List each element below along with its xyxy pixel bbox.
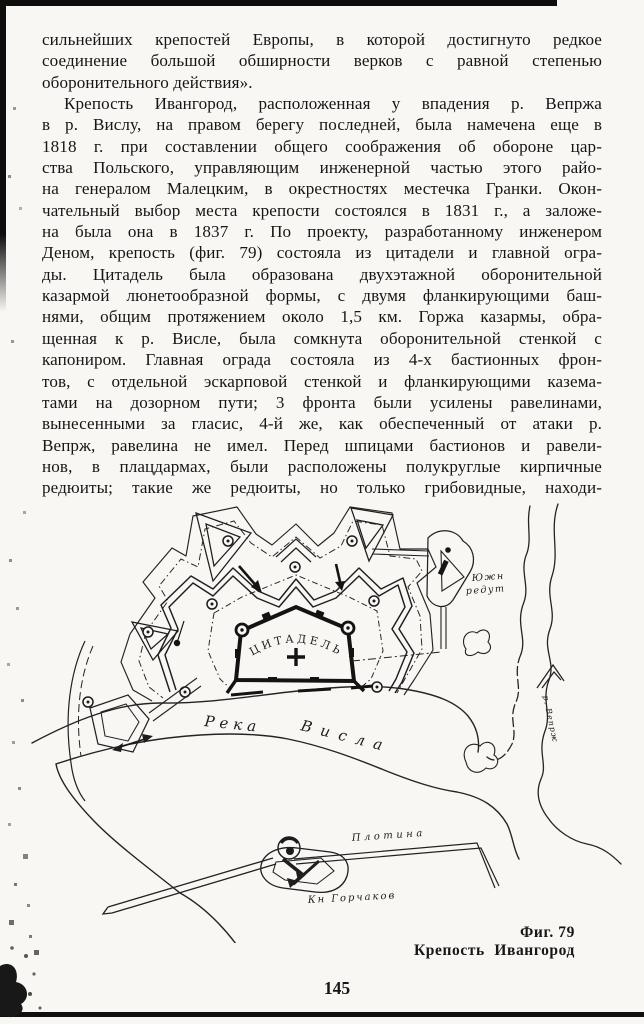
text-line: щенная к р. Висле, была сомкнута оборонительной стенкой с bbox=[42, 328, 602, 348]
scan-edge-top bbox=[0, 0, 557, 6]
fortress-map bbox=[25, 498, 625, 943]
east-chevron-work bbox=[537, 665, 564, 688]
scan-edge-bottom bbox=[0, 1012, 644, 1017]
text-line: чательный выбор места крепости состоялся в 1831 г., а заложе- bbox=[42, 200, 602, 220]
text-line: Деном, крепость (фиг. 79) состояла из цитадели и главной огра- bbox=[42, 243, 602, 263]
citadel-cross-icon bbox=[287, 648, 305, 666]
text-line: казармой люнетообразной формы, с двумя фланкирующими баш- bbox=[42, 286, 602, 306]
south-redoubt-label-2: редут bbox=[465, 583, 506, 597]
dam-label: Плотина bbox=[351, 827, 427, 844]
river-wieprz-label: р. Вепрж bbox=[541, 694, 560, 744]
ravelin-north-center bbox=[276, 539, 316, 562]
text-line: соединение большой обширности верков с равной степенью bbox=[42, 51, 602, 71]
text-line: ды. Цитадель была образована двухэтажной оборонительной bbox=[42, 264, 602, 284]
text-line: тов, с отдельной эскарповой стенкой и фланкирующими казема- bbox=[42, 371, 602, 391]
body-text bbox=[42, 29, 602, 499]
fortress-glacis bbox=[121, 507, 436, 701]
page-number: 145 bbox=[323, 978, 351, 998]
fort-gorchakov bbox=[261, 848, 348, 893]
text-line: нями, общим протяжением около 1,5 км. Горжа казармы, обра- bbox=[42, 307, 602, 327]
figure-caption bbox=[414, 924, 575, 959]
text-line: Крепость Ивангород, расположенная у впадения р. Вепржа bbox=[64, 94, 602, 114]
ravelin-northeast bbox=[351, 508, 393, 561]
fortress-patrol-path bbox=[208, 575, 383, 689]
figure-caption-title: Крепость Ивангород bbox=[413, 941, 575, 959]
river-vistula-label-2: Висла bbox=[299, 716, 394, 757]
scan-speckles bbox=[0, 0, 1, 1]
text-line: Вепрж, равелина не имел. Перед шпицами бастионов и равели- bbox=[42, 435, 602, 455]
river-vistula-banks bbox=[32, 686, 519, 943]
river-flow-arrow bbox=[112, 734, 153, 752]
text-line: на была она в 1837 г. По проекту, разработанному инженером bbox=[42, 222, 602, 242]
text-line: капониром. Главная ограда состояла из 4-х бастионных фрон- bbox=[42, 350, 602, 370]
river-wieprz-banks bbox=[464, 504, 621, 864]
figure-caption-number: Фиг. 79 bbox=[520, 924, 575, 941]
text-line: тами на дозорном пути; 3 фронта были усилены равелинами, bbox=[42, 392, 602, 412]
text-line: в р. Вислу, на правом берегу последней, была намечена еще в bbox=[42, 115, 602, 135]
text-line: редюиты; такие же редюиты, но только грибовидные, находи- bbox=[42, 478, 602, 498]
text-line: вынесенными за гласис, 4-й же, как обеспеченный от атаки р. bbox=[42, 414, 602, 434]
south-redoubt-label-1: Южн bbox=[471, 570, 506, 584]
citadel-label: ЦИТАДЕЛЬ bbox=[247, 632, 346, 659]
dam-lines bbox=[294, 843, 499, 888]
west-outworks bbox=[68, 641, 201, 801]
fort-gorchakov-label: Кн Горчаков bbox=[307, 890, 397, 906]
waterfront-defensive-wall bbox=[231, 686, 373, 695]
text-line: на генералом Малецким, в окрестностях местечка Гранки. Окон- bbox=[42, 179, 602, 199]
causeway bbox=[103, 858, 276, 914]
text-line: 1818 г. при составлении общего соображения об обороне цар- bbox=[42, 136, 602, 156]
text-line: нов, в плацдармах, были расположены полукруглые кирпичные bbox=[42, 456, 602, 476]
fortress-rampart bbox=[158, 568, 414, 693]
text-line: сильнейших крепостей Европы, в которой достигнуто редкое bbox=[42, 30, 602, 49]
text-line: оборонительного действия». bbox=[42, 72, 253, 92]
fortress-covered-way bbox=[139, 521, 422, 698]
river-vistula-label-1: Река bbox=[203, 712, 263, 736]
text-line: ства Польского, управляющим инженерной частью этого райо- bbox=[42, 158, 602, 178]
scan-edge-left bbox=[0, 0, 6, 312]
